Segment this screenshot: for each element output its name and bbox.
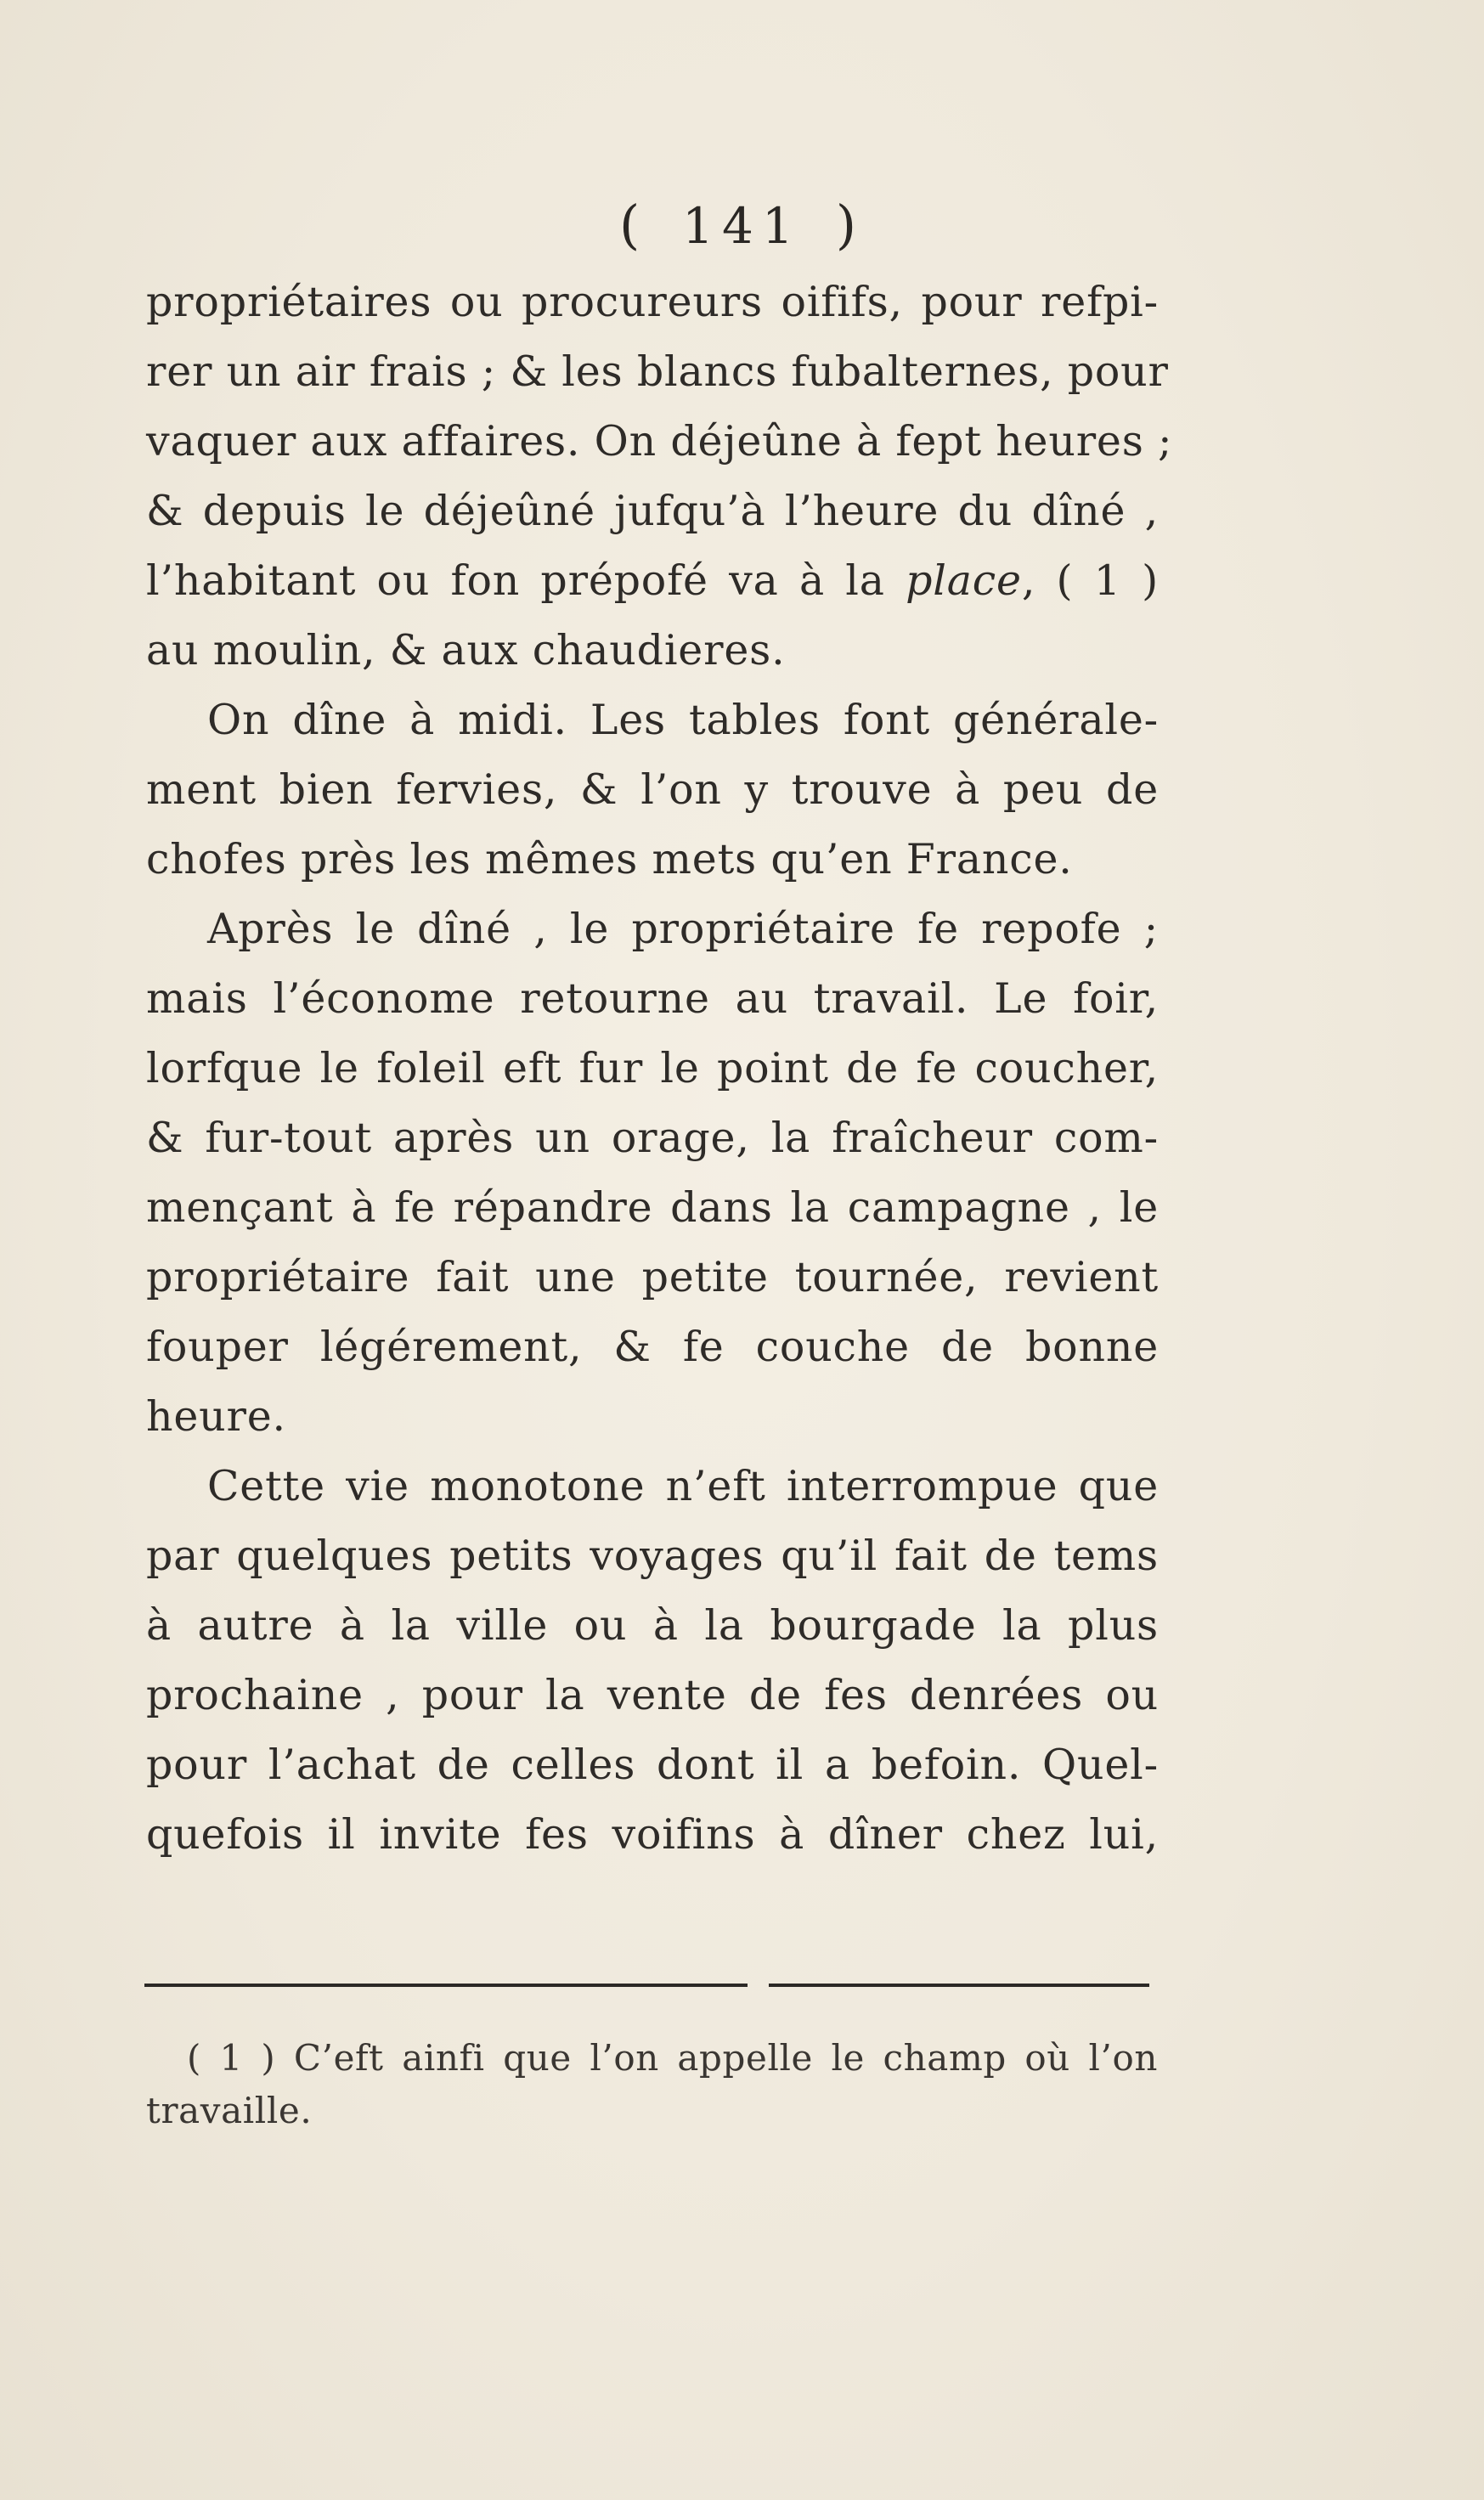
text-line-start: l’habitant ou fon prépofé va à la <box>146 556 885 605</box>
paragraph-start-line: Cette vie monotone n’eft interrompue que <box>207 1462 1159 1510</box>
page-number: 141 <box>682 197 802 255</box>
footnote-marker: , ( 1 ) <box>1021 556 1159 605</box>
paragraph-start-line: On dîne à midi. Les tables font générale- <box>207 696 1159 744</box>
footnote <box>146 2032 1158 2137</box>
text-line: à autre à la ville ou à la bourgade la plus <box>146 1601 1159 1650</box>
text-line: mençant à fe répandre dans la campagne , le <box>146 1183 1159 1232</box>
text-line: prochaine , pour la vente de fes denrées ou <box>146 1671 1159 1719</box>
text-line: vaquer aux affaires. On déjeûne à fept heures ; <box>146 417 1173 466</box>
open-paren: ( <box>618 194 649 256</box>
text-line: rer un air frais ; & les blancs fubalternes, pour <box>146 347 1169 396</box>
footnote-line: ( 1 ) C’eft ainfi que l’on appelle le champ où l’on <box>187 2037 1158 2079</box>
text-line: chofes près les mêmes mets qu’en France. <box>146 835 1073 883</box>
footnote-divider-left <box>144 1984 748 1987</box>
text-line: mais l’économe retourne au travail. Le foir, <box>146 974 1159 1023</box>
body-text <box>146 268 1173 1870</box>
text-line: propriétaire fait une petite tournée, revient <box>146 1253 1159 1301</box>
footnote-divider-right <box>769 1984 1149 1987</box>
text-line: heure. <box>146 1392 286 1441</box>
paragraph-start-line: Après le dîné , le propriétaire fe repofe ; <box>207 905 1159 953</box>
text-line: au moulin, & aux chaudieres. <box>146 626 786 674</box>
footnote-line: travaille. <box>146 2090 313 2131</box>
text-line: propriétaires ou procureurs oififs, pour refpi- <box>146 278 1159 326</box>
text-line: pour l’achat de celles dont il a befoin. Quel- <box>146 1741 1159 1789</box>
close-paren: ) <box>835 194 866 256</box>
text-line: fouper légérement, & fe couche de bonne <box>146 1323 1159 1371</box>
text-line: par quelques petits voyages qu’il fait de tems <box>146 1532 1159 1580</box>
text-line: & fur-tout après un orage, la fraîcheur com- <box>146 1114 1159 1162</box>
italic-word: place <box>906 556 1022 605</box>
running-head <box>0 194 1484 256</box>
text-line: quefois il invite fes voifins à dîner chez lui, <box>146 1810 1159 1859</box>
text-line-with-italic <box>146 546 1159 616</box>
text-line: lorfque le foleil eft fur le point de fe coucher, <box>146 1044 1159 1092</box>
text-line: ment bien fervies, & l’on y trouve à peu de <box>146 765 1159 814</box>
text-line: & depuis le déjeûné jufqu’à l’heure du dîné , <box>146 487 1159 535</box>
